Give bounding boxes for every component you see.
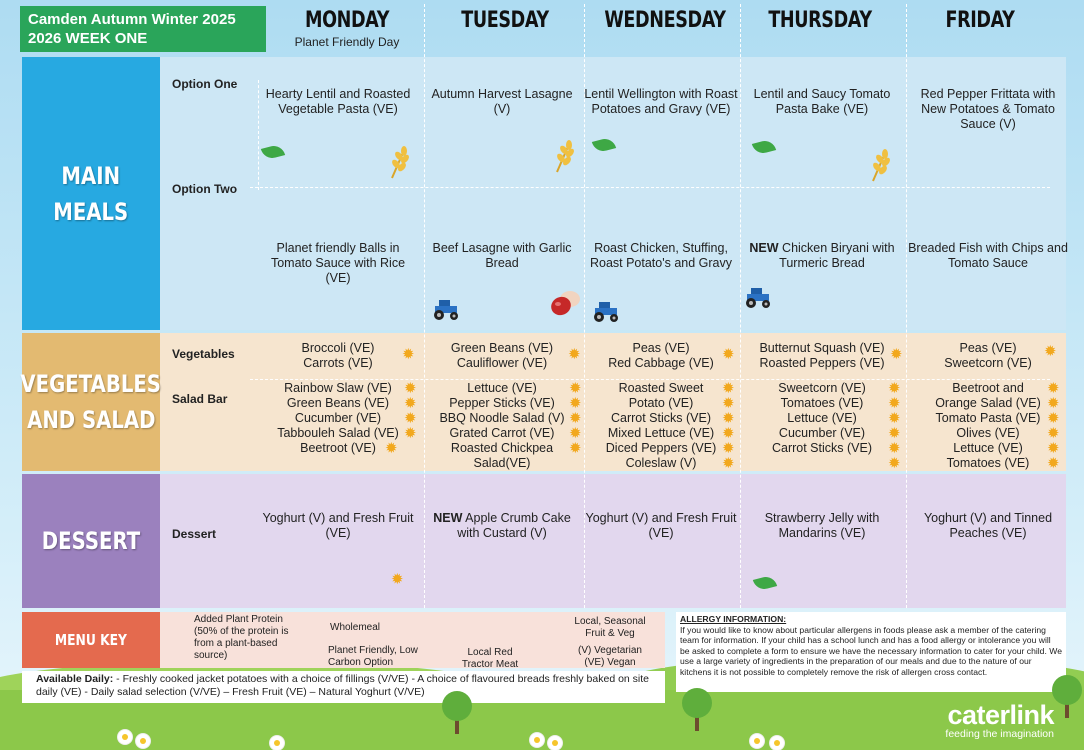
dessert-monday: [258, 511, 418, 541]
sun-icon: ✹: [568, 346, 581, 363]
caterlink-logo: [945, 700, 1054, 740]
menu-title: [20, 6, 266, 52]
salad-bar-wednesday: [581, 381, 741, 471]
menu-key-text: MENU KEY: [54, 631, 128, 649]
day-header-friday: [900, 8, 1060, 54]
salad-item: Pepper Sticks (VE): [449, 396, 555, 410]
salad-item: Coleslaw (V): [625, 456, 697, 470]
option-two-wednesday: [581, 241, 741, 271]
salad-item: Roasted Chickpea Salad(VE): [450, 441, 554, 470]
salad-item: Green Beans (VE): [286, 396, 390, 410]
option-one-wednesday: Lentil Wellington with Roast Potatoes and Gravy (VE): [584, 87, 738, 116]
vegetables-wednesday: [581, 341, 741, 371]
salad-item: Roasted Sweet Potato (VE): [618, 381, 704, 410]
label-line: MAIN: [61, 161, 121, 190]
dessert-text: Yoghurt (V) and Fresh Fruit (VE): [262, 511, 414, 540]
salad-item: Olives (VE): [956, 426, 1020, 440]
new-badge: NEW: [749, 241, 779, 255]
dessert-panel: [160, 474, 1066, 608]
tree-icon: [680, 685, 714, 731]
meal-text: Roast Chicken, Stuffing, Roast Potato's and Gravy: [589, 241, 733, 270]
row-label-salad-bar: Salad Bar: [172, 392, 228, 406]
allergy-text: If you would like to know about particular allergens in foods please ask a member of the catering team for information. If your child has a school lunch and has a food allergy or intolerance you will be asked to complete a form to ensure we have the necessary information to cater for your child. We use a large variety of ingredients in the preparation of our meals and due to the nature of our kitchens it is not possible to completely remove the risk of allergen cross contact.: [680, 624, 1062, 677]
salad-item: Lettuce (VE): [467, 381, 537, 395]
row-divider: [250, 187, 1050, 188]
option-one-tuesday: Autumn Harvest Lasagne (V): [431, 87, 573, 116]
menu-key-label: [22, 612, 160, 668]
key-planet-friendly: Planet Friendly, Low Carbon Option: [328, 645, 418, 668]
sun-icon-column: ✹ ✹ ✹ ✹ ✹ ✹: [888, 380, 901, 472]
vegetables-monday: [258, 341, 418, 371]
wheat-icon: [388, 145, 410, 179]
salad-item: Lettuce (VE): [787, 411, 857, 425]
daisy-icon: [118, 730, 132, 744]
dessert-text: Strawberry Jelly with Mandarins (VE): [764, 511, 880, 540]
meal-text: Planet friendly Balls in Tomato Sauce with Rice (VE): [270, 241, 406, 285]
option-one-monday: Hearty Lentil and Roasted Vegetable Pasta (VE): [265, 87, 411, 116]
new-badge: NEW: [433, 511, 463, 525]
tractor-icon: [743, 285, 773, 309]
label-line: AND SALAD: [26, 406, 156, 434]
meal-text: Chicken Biryani with Turmeric Bread: [778, 241, 895, 270]
dessert-text: Yoghurt (V) and Fresh Fruit (VE): [585, 511, 737, 540]
dessert-thursday: [742, 511, 902, 541]
salad-item: BBQ Noodle Salad (V): [439, 411, 565, 425]
tractor-icon: [591, 299, 621, 323]
salad-item: Cucumber (VE): [294, 411, 382, 425]
section-label-vegetables: [22, 333, 160, 471]
salad-item: Tomato Pasta (VE): [935, 411, 1041, 425]
day-name: WEDNESDAY: [604, 8, 726, 33]
option-one-friday: Red Pepper Frittata with New Potatoes & Tomato Sauce (V): [920, 87, 1056, 131]
dessert-wednesday: [581, 511, 741, 541]
day-name: THURSDAY: [768, 8, 872, 33]
label-line: VEGETABLES: [20, 370, 162, 398]
section-label-main-meals: [22, 57, 160, 330]
day-header-tuesday: [425, 8, 585, 54]
salad-item: Tomatoes (VE): [946, 456, 1030, 470]
option-two-tuesday: [422, 241, 582, 271]
veg-item: Red Cabbage (VE): [608, 356, 714, 370]
option-two-friday: [908, 241, 1068, 271]
salad-item: Tabbouleh Salad (VE): [277, 426, 399, 440]
dessert-text: Yoghurt (V) and Tinned Peaches (VE): [923, 511, 1053, 540]
option-two-thursday: [742, 241, 902, 271]
sun-icon-column: ✹ ✹ ✹ ✹ ✹ ✹: [722, 380, 735, 472]
plant-protein-icon: [548, 288, 582, 318]
sun-icon: ✹: [391, 571, 404, 588]
row-label-option-one: Option One: [172, 77, 238, 91]
row-divider: [250, 379, 1050, 380]
salad-item: Beetroot (VE): [300, 441, 376, 455]
day-header-wednesday: [585, 8, 745, 54]
logo-name: caterlink: [947, 700, 1054, 730]
meal-text: Breaded Fish with Chips and Tomato Sauce: [908, 241, 1068, 270]
sun-icon: ✹: [402, 346, 415, 363]
salad-item: Tomatoes (VE): [780, 396, 864, 410]
salad-item: Rainbow Slaw (VE): [284, 381, 392, 395]
logo-tagline: feeding the imagination: [945, 728, 1054, 740]
key-seasonal: Local, Seasonal Fruit & Veg: [574, 616, 646, 639]
label-line: DESSERT: [41, 527, 141, 555]
vegetables-tuesday: [422, 341, 582, 371]
row-label-dessert: Dessert: [172, 527, 217, 541]
salad-item: Mixed Lettuce (VE): [607, 426, 715, 440]
available-daily-text: - Freshly cooked jacket potatoes with a choice of fillings (V/VE) - A choice of flavoured breads freshly baked on site daily (VE) - Daily salad selection (V/VE) – Fresh Fruit (VE) – Natural Yoghurt (V/VE): [36, 673, 650, 698]
salad-bar-friday: [908, 381, 1068, 471]
tree-icon: [1050, 672, 1084, 718]
dessert-text: Apple Crumb Cake with Custard (V): [457, 511, 571, 540]
title-line-2: 2026 WEEK ONE: [28, 30, 148, 47]
veg-item: Carrots (VE): [303, 356, 373, 370]
tree-icon: [440, 688, 474, 734]
meal-text: Beef Lasagne with Garlic Bread: [432, 241, 572, 270]
sun-icon: ✹: [1044, 343, 1057, 360]
salad-item: Carrot Sticks (VE): [610, 411, 711, 425]
salad-bar-tuesday: [422, 381, 582, 471]
vegetables-thursday: [742, 341, 902, 371]
allergy-information: [676, 612, 1066, 692]
daisy-icon: [750, 734, 764, 748]
salad-item: Grated Carrot (VE): [449, 426, 555, 440]
daisy-icon: [770, 736, 784, 750]
allergy-heading: ALLERGY INFORMATION:: [680, 614, 787, 624]
veg-item: Cauliflower (VE): [456, 356, 548, 370]
title-line-1: Camden Autumn Winter 2025: [28, 11, 236, 28]
key-wholemeal: Wholemeal: [330, 622, 381, 633]
veg-item: Sweetcorn (VE): [944, 356, 1032, 370]
sun-icon: ✹: [385, 440, 398, 457]
day-name: MONDAY: [304, 8, 390, 33]
sun-icon: ✹: [722, 346, 735, 363]
day-name: TUESDAY: [461, 8, 549, 33]
day-header-monday: [272, 8, 422, 54]
daisy-icon: [530, 733, 544, 747]
wheat-icon: [869, 148, 891, 182]
dessert-tuesday: [422, 511, 582, 541]
sun-icon-column: ✹ ✹ ✹ ✹ ✹: [569, 380, 582, 457]
veg-item: Broccoli (VE): [301, 341, 375, 355]
day-header-thursday: [740, 8, 900, 54]
salad-bar-thursday: [742, 381, 902, 456]
daisy-icon: [270, 736, 284, 750]
veg-item: Green Beans (VE): [450, 341, 554, 355]
section-label-dessert: [22, 474, 160, 608]
wheat-icon: [553, 139, 575, 173]
salad-item: Carrot Sticks (VE): [771, 441, 872, 455]
day-subtitle: Planet Friendly Day: [294, 35, 400, 49]
day-name: FRIDAY: [945, 8, 1015, 33]
salad-item: Cucumber (VE): [778, 426, 866, 440]
row-label-option-two: Option Two: [172, 182, 238, 196]
key-plant-protein: Added Plant Protein (50% of the protein is from a plant-based source): [194, 614, 289, 661]
salad-item: Diced Peppers (VE): [605, 441, 717, 455]
veg-item: Roasted Peppers (VE): [759, 356, 885, 370]
column-divider: [906, 4, 907, 608]
row-label-vegetables: Vegetables: [172, 347, 235, 361]
salad-item: Lettuce (VE): [953, 441, 1023, 455]
option-two-monday: [258, 241, 418, 286]
sun-icon-column: ✹ ✹ ✹ ✹: [404, 380, 417, 442]
sun-icon-column: ✹ ✹ ✹ ✹ ✹ ✹: [1047, 380, 1060, 472]
key-red-tractor: Local Red Tractor Meat: [461, 647, 519, 670]
sun-icon: ✹: [890, 346, 903, 363]
veg-item: Butternut Squash (VE): [759, 341, 885, 355]
salad-item: Beetroot and Orange Salad (VE): [935, 381, 1041, 410]
option-one-thursday: Lentil and Saucy Tomato Pasta Bake (VE): [753, 87, 891, 116]
available-daily-label: Available Daily:: [36, 673, 114, 685]
daisy-icon: [136, 734, 150, 748]
veg-item: Peas (VE): [959, 341, 1017, 355]
daisy-icon: [548, 736, 562, 750]
key-vegetarian-vegan: (V) Vegetarian (VE) Vegan: [578, 645, 642, 668]
tractor-icon: [431, 297, 461, 321]
label-line: MEALS: [53, 197, 129, 226]
veg-item: Peas (VE): [632, 341, 690, 355]
salad-item: Sweetcorn (VE): [778, 381, 866, 395]
dessert-friday: [908, 511, 1068, 541]
available-daily: [22, 671, 665, 703]
